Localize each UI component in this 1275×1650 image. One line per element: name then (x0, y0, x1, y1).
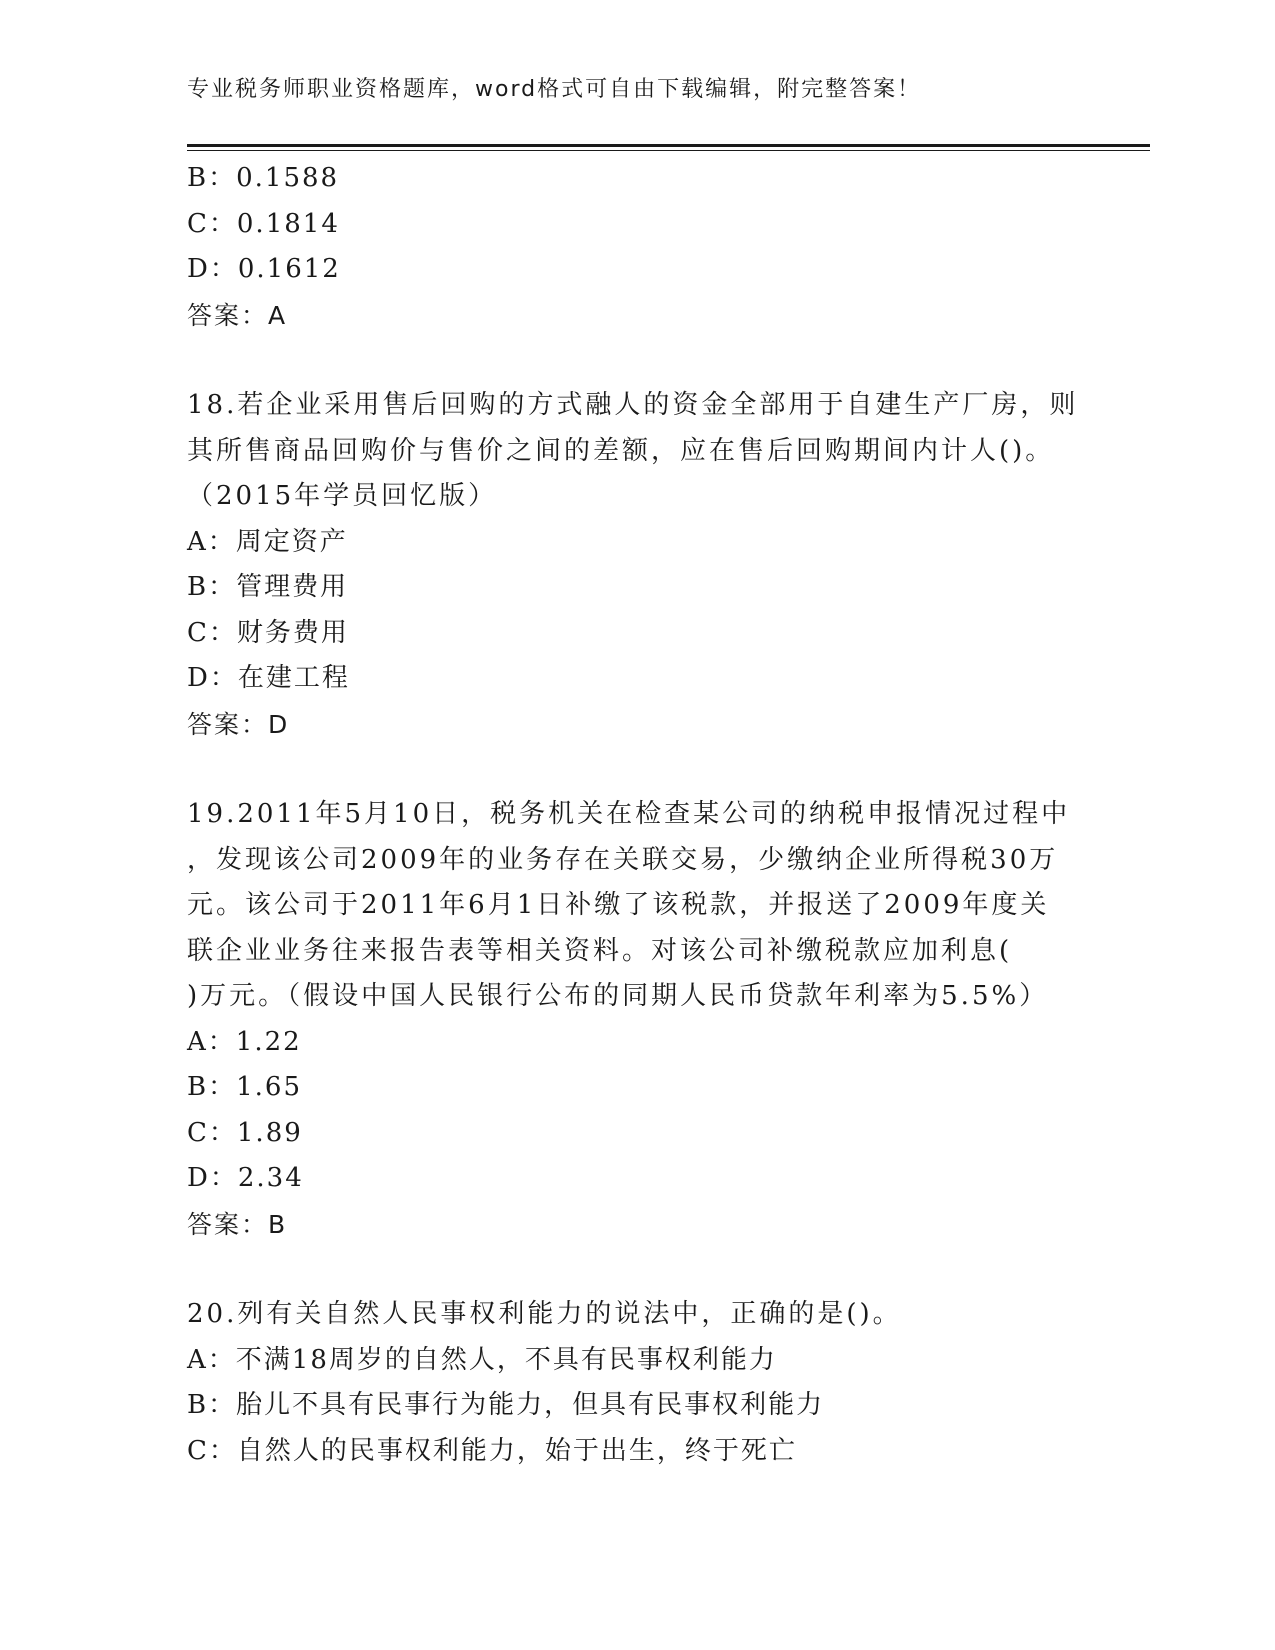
option-a: A：不满18周岁的自然人，不具有民事权利能力 (187, 1344, 777, 1375)
option-c: C：1.89 (187, 1117, 303, 1148)
question-text (187, 1292, 1087, 1338)
question-line: 元。该公司于2011年6月1日补缴了该税款，并报送了2009年度关 (187, 890, 1050, 920)
option-a: A：周定资产 (187, 526, 348, 557)
option-c: C：自然人的民事权利能力，始于出生，终于死亡 (187, 1435, 797, 1466)
option-b: B：胎儿不具有民事行为能力，但具有民事权利能力 (187, 1390, 825, 1420)
option-b: B：1.65 (187, 1072, 302, 1102)
document-body (187, 156, 1087, 1474)
option-c: C：财务费用 (187, 617, 349, 648)
option-b: B：管理费用 (187, 572, 349, 602)
question-text (187, 383, 1087, 520)
answer-line: 答案：D (187, 709, 290, 739)
option-line: B：0.1588 (187, 163, 340, 193)
question-18 (187, 383, 1087, 747)
question-19 (187, 792, 1087, 1247)
question-text (187, 792, 1087, 1020)
question-line: 20.列有关自然人民事权利能力的说法中，正确的是()。 (187, 1299, 902, 1329)
question-line: ，发现该公司2009年的业务存在关联交易，少缴纳企业所得税30万 (187, 844, 1059, 875)
question-line: 其所售商品回购价与售价之间的差额，应在售后回购期间内计人()。 (187, 435, 1055, 466)
question-line: 联企业业务往来报告表等相关资料。对该公司补缴税款应加利息( (187, 935, 1013, 966)
option-a: A：1.22 (187, 1026, 302, 1057)
header-rule-thick (187, 144, 1150, 147)
option-d: D：2.34 (187, 1163, 304, 1193)
option-d: D：在建工程 (187, 663, 350, 693)
question-20 (187, 1292, 1087, 1474)
prev-question-options (187, 156, 1087, 338)
page-header: 专业税务师职业资格题库，word格式可自由下载编辑，附完整答案！ (187, 77, 922, 102)
question-line: 18.若企业采用售后回购的方式融人的资金全部用于自建生产厂房，则 (187, 390, 1079, 420)
question-line: 19.2011年5月10日，税务机关在检查某公司的纳税申报情况过程中 (187, 799, 1071, 829)
option-line: D：0.1612 (187, 254, 341, 284)
question-line: （2015年学员回忆版） (187, 481, 498, 511)
question-line: )万元。（假设中国人民银行公布的同期人民币贷款年利率为5.5%） (187, 981, 1049, 1011)
answer-line: 答案：B (187, 1209, 288, 1239)
option-line: C：0.1814 (187, 208, 340, 239)
header-rule-thin (187, 150, 1150, 151)
answer-line: 答案：A (187, 300, 288, 330)
